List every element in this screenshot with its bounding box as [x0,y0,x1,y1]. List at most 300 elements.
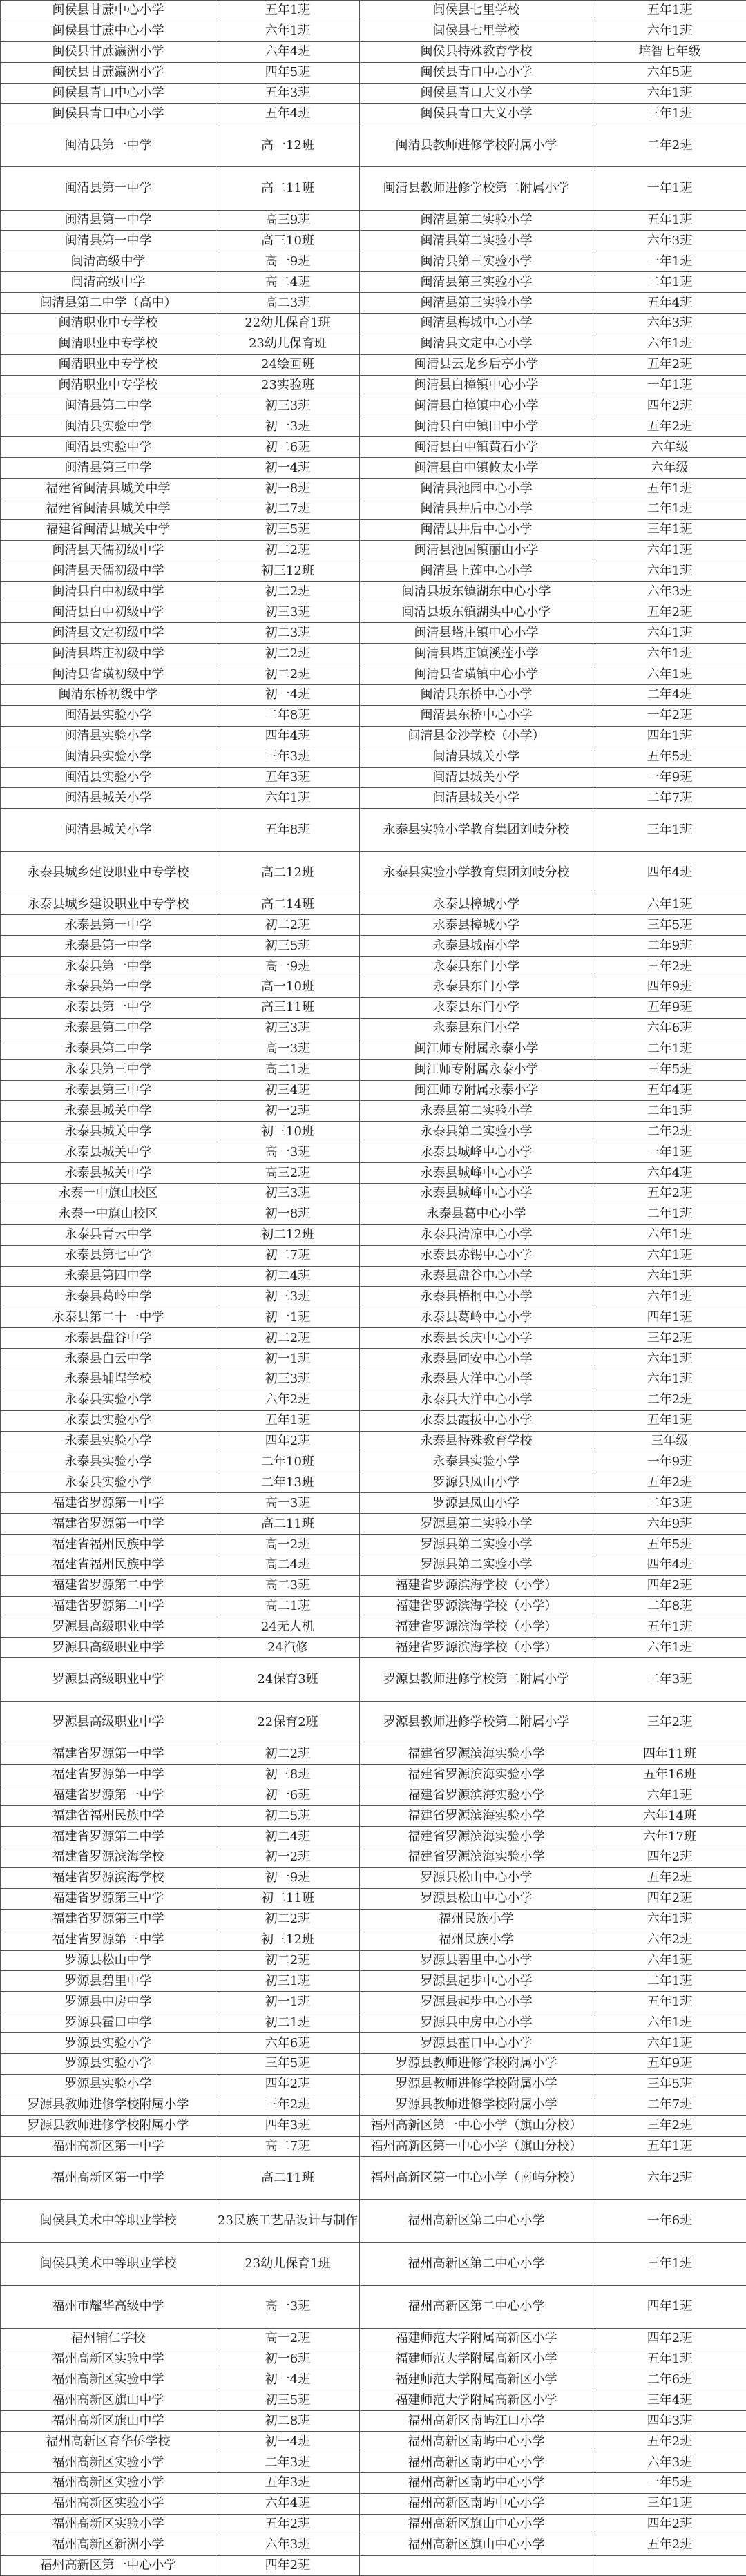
school-a-cell: 闽清县第一中学 [1,210,216,231]
class-b-cell: 四年1班 [593,1307,746,1328]
class-b-cell: 一年5班 [593,2472,746,2493]
class-b-cell: 二年1班 [593,1204,746,1224]
class-a-cell: 初三5班 [216,519,360,540]
class-a-cell: 五年3班 [216,83,360,104]
school-a-cell: 永泰县青云中学 [1,1224,216,1245]
school-b-cell: 福建省罗源滨海学校（小学） [360,1596,593,1617]
school-b-cell: 闽清县坂东镇湖东中心小学 [360,581,593,602]
table-row [1,1472,746,1493]
table-row [1,1287,746,1307]
class-a-cell: 初二12班 [216,1224,360,1245]
table-row [1,1555,746,1575]
school-a-cell: 闽清职业中专学校 [1,375,216,396]
class-b-cell: 一年6班 [593,2200,746,2242]
school-b-cell: 永泰县葛中心小学 [360,1204,593,1224]
school-a-cell: 闽清县塔庄初级中学 [1,644,216,664]
class-b-cell: 二年7班 [593,2095,746,2115]
class-b-cell: 五年1班 [593,1992,746,2012]
table-row [1,479,746,499]
table-row [1,1059,746,1080]
school-b-cell: 永泰县同安中心小学 [360,1349,593,1369]
class-b-cell: 六年1班 [593,1349,746,1369]
school-a-cell: 闽清高级中学 [1,272,216,293]
table-row [1,2452,746,2473]
class-b-cell: 五年2班 [593,2432,746,2452]
school-a-cell: 闽侯县甘蔗中心小学 [1,1,216,21]
class-b-cell: 一年1班 [593,167,746,210]
school-b-cell: 福州高新区南屿江口小学 [360,2411,593,2432]
class-a-cell: 初一8班 [216,479,360,499]
table-row [1,1867,746,1888]
class-b-cell: 六年1班 [593,664,746,685]
school-a-cell: 闽清县白中初级中学 [1,602,216,623]
school-a-cell: 永泰县埔埕学校 [1,1369,216,1390]
class-a-cell: 高一2班 [216,2328,360,2349]
class-a-cell: 四年2班 [216,2555,360,2576]
class-a-cell: 初三3班 [216,1183,360,1204]
class-b-cell: 六年2班 [593,1930,746,1950]
class-b-cell: 三年2班 [593,2115,746,2136]
school-b-cell: 罗源县第二实验小学 [360,1514,593,1535]
table-row [1,1080,746,1101]
class-b-cell: 一年1班 [593,1142,746,1163]
class-a-cell: 24保育3班 [216,1658,360,1701]
school-a-cell: 福建省福州民族中学 [1,1806,216,1827]
school-b-cell: 罗源县碧里中心小学 [360,1950,593,1971]
class-b-cell: 二年3班 [593,1658,746,1701]
class-a-cell: 初三5班 [216,936,360,957]
class-b-cell: 五年2班 [593,2535,746,2555]
class-a-cell: 高二11班 [216,1514,360,1535]
class-b-cell: 五年2班 [593,602,746,623]
table-row [1,2074,746,2095]
school-b-cell: 永泰县东门小学 [360,997,593,1018]
table-row [1,2349,746,2370]
school-b-cell: 闽清县井后中心小学 [360,519,593,540]
school-a-cell: 永泰一中旗山校区 [1,1183,216,1204]
school-a-cell: 福建省罗源第二中学 [1,1575,216,1596]
class-a-cell: 初二2班 [216,1909,360,1930]
class-b-cell: 六年1班 [593,1245,746,1266]
class-a-cell: 初二3班 [216,623,360,644]
class-a-cell: 初三1班 [216,1971,360,1992]
class-a-cell: 初一1班 [216,1992,360,2012]
table-row [1,1,746,21]
school-b-cell: 福州高新区第二中心小学 [360,2200,593,2242]
school-a-cell: 福建省罗源滨海学校 [1,1867,216,1888]
school-b-cell: 福建省罗源滨海实验小学 [360,1827,593,1847]
school-b-cell: 永泰县特殊教育学校 [360,1431,593,1452]
school-a-cell: 罗源县实验小学 [1,2053,216,2074]
class-b-cell: 五年1班 [593,479,746,499]
table-row [1,726,746,747]
school-a-cell: 福建省罗源第一中学 [1,1765,216,1785]
table-row [1,1410,746,1431]
class-a-cell: 六年1班 [216,21,360,41]
school-a-cell: 闽侯县青口中心小学 [1,104,216,124]
school-b-cell: 永泰县长庆中心小学 [360,1328,593,1349]
school-b-cell: 福州高新区第二中心小学 [360,2285,593,2328]
class-b-cell: 五年1班 [593,2349,746,2370]
school-b-cell: 闽侯县七里学校 [360,1,593,21]
class-b-cell: 三年1班 [593,809,746,852]
class-a-cell: 初一8班 [216,1204,360,1224]
school-a-cell: 永泰县白云中学 [1,1349,216,1369]
class-a-cell: 初三3班 [216,396,360,416]
class-b-cell: 五年2班 [593,354,746,375]
table-row [1,1266,746,1287]
table-row [1,1369,746,1390]
class-a-cell: 三年5班 [216,2053,360,2074]
class-a-cell: 24汽修 [216,1637,360,1658]
school-a-cell: 罗源县高级职业中学 [1,1617,216,1637]
school-b-cell: 永泰县东门小学 [360,1018,593,1039]
class-a-cell: 22保育2班 [216,1701,360,1744]
class-b-cell: 一年1班 [593,375,746,396]
school-a-cell: 罗源县松山中学 [1,1950,216,1971]
school-b-cell: 闽清县城关小学 [360,747,593,767]
school-b-cell: 福州高新区第二中心小学 [360,2242,593,2285]
class-b-cell: 四年9班 [593,977,746,998]
class-a-cell: 高一3班 [216,1493,360,1514]
school-b-cell: 闽清县坂东镇湖头中心小学 [360,602,593,623]
school-a-cell: 闽清县天儒初级中学 [1,561,216,581]
table-row [1,957,746,977]
table-row [1,1847,746,1868]
school-b-cell: 闽清县云龙乡后亭小学 [360,354,593,375]
class-a-cell: 高二3班 [216,1575,360,1596]
school-a-cell: 福州高新区旗山中学 [1,2390,216,2411]
class-b-cell: 三年2班 [593,957,746,977]
table-row [1,375,746,396]
school-a-cell: 闽侯县甘蔗瀛洲小学 [1,62,216,83]
school-b-cell: 闽清县第三实验小学 [360,251,593,272]
school-b-cell: 永泰县清凉中心小学 [360,1224,593,1245]
class-b-cell: 五年1班 [593,2136,746,2157]
school-b-cell: 福建师范大学附属高新区小学 [360,2328,593,2349]
class-b-cell: 三年2班 [593,1701,746,1744]
table-row [1,1930,746,1950]
class-b-cell: 六年3班 [593,231,746,251]
school-a-cell: 罗源县霍口中学 [1,2012,216,2033]
class-a-cell: 23实验班 [216,375,360,396]
table-row [1,1658,746,1701]
school-b-cell: 闽清县教师进修学校第二附属小学 [360,167,593,210]
school-b-cell: 福州高新区第一中心小学（南屿分校） [360,2157,593,2200]
school-a-cell: 福建省福州民族中学 [1,1535,216,1555]
class-b-cell: 六年1班 [593,1637,746,1658]
school-b-cell: 福建省罗源滨海实验小学 [360,1765,593,1785]
school-a-cell: 永泰县第一中学 [1,957,216,977]
school-b-cell: 福建省罗源滨海实验小学 [360,1847,593,1868]
table-row [1,2012,746,2033]
class-a-cell: 初二2班 [216,581,360,602]
class-b-cell: 四年4班 [593,852,746,894]
table-row [1,251,746,272]
school-b-cell: 闽清县金沙学校（小学） [360,726,593,747]
school-a-cell: 闽清县第一中学 [1,231,216,251]
school-b-cell: 闽清县塔庄镇溪莲小学 [360,644,593,664]
class-a-cell: 六年3班 [216,2535,360,2555]
table-body [1,1,746,2576]
school-a-cell: 福建省罗源第二中学 [1,1827,216,1847]
school-b-cell: 闽清县池园中心小学 [360,479,593,499]
table-row [1,293,746,314]
class-b-cell: 六年4班 [593,1163,746,1184]
school-a-cell: 永泰县城关中学 [1,1101,216,1122]
school-b-cell: 福州高新区南屿中心小学 [360,2493,593,2514]
table-row [1,644,746,664]
table-row [1,2033,746,2054]
table-row [1,747,746,767]
class-b-cell: 六年1班 [593,894,746,915]
table-row [1,1765,746,1785]
school-b-cell: 永泰县大洋中心小学 [360,1390,593,1410]
class-a-cell: 高二4班 [216,1555,360,1575]
class-b-cell: 四年2班 [593,2328,746,2349]
school-b-cell: 闽清县白中镇田中小学 [360,416,593,437]
table-row [1,767,746,788]
table-row [1,602,746,623]
table-row [1,705,746,726]
class-a-cell: 五年2班 [216,2514,360,2535]
school-a-cell: 闽清县第二中学（高中） [1,293,216,314]
table-row [1,664,746,685]
school-b-cell: 闽清县文定中心小学 [360,334,593,354]
table-row [1,2535,746,2555]
class-b-cell: 三年2班 [593,1328,746,1349]
school-a-cell: 闽清县白中初级中学 [1,581,216,602]
class-b-cell: 三年4班 [593,2390,746,2411]
class-a-cell: 初二2班 [216,1328,360,1349]
class-a-cell: 四年4班 [216,726,360,747]
class-b-cell: 五年9班 [593,2053,746,2074]
table-row [1,2555,746,2576]
table-row [1,1744,746,1765]
class-b-cell: 一年1班 [593,251,746,272]
school-b-cell: 闽侯县青口大义小学 [360,104,593,124]
school-b-cell: 罗源县起步中心小学 [360,1992,593,2012]
school-b-cell: 永泰县第二实验小学 [360,1101,593,1122]
school-b-cell: 闽清县第三实验小学 [360,293,593,314]
school-a-cell: 罗源县实验小学 [1,2074,216,2095]
school-b-cell: 福州高新区南屿中心小学 [360,2472,593,2493]
class-a-cell: 高一9班 [216,251,360,272]
school-a-cell: 罗源县高级职业中学 [1,1637,216,1658]
school-a-cell: 永泰县葛岭中学 [1,1287,216,1307]
school-a-cell: 福州高新区实验中学 [1,2349,216,2370]
school-b-cell: 福州高新区第一中心小学（旗山分校） [360,2115,593,2136]
school-b-cell: 福建省罗源滨海学校（小学） [360,1637,593,1658]
school-b-cell: 闽清县上莲中心小学 [360,561,593,581]
table-row [1,1307,746,1328]
class-a-cell: 六年4班 [216,2493,360,2514]
class-b-cell: 二年8班 [593,1596,746,1617]
school-a-cell: 闽清职业中专学校 [1,354,216,375]
table-row [1,623,746,644]
class-b-cell: 六年2班 [593,2157,746,2200]
school-a-cell: 永泰县第七中学 [1,1245,216,1266]
class-b-cell: 四年3班 [593,2411,746,2432]
class-a-cell: 初二7班 [216,499,360,519]
class-a-cell: 初二2班 [216,540,360,561]
class-b-cell: 培智七年级 [593,41,746,62]
class-b-cell: 四年11班 [593,1744,746,1765]
class-b-cell: 六年6班 [593,1018,746,1039]
school-a-cell: 福州高新区育华侨学校 [1,2432,216,2452]
class-a-cell: 初二2班 [216,1950,360,1971]
school-a-cell: 罗源县实验小学 [1,2033,216,2054]
class-b-cell: 二年9班 [593,936,746,957]
class-b-cell: 六年3班 [593,2452,746,2473]
school-a-cell: 闽清县城关小学 [1,809,216,852]
table-row [1,62,746,83]
table-row [1,2157,746,2200]
class-a-cell: 初二1班 [216,2012,360,2033]
class-a-cell: 高二12班 [216,852,360,894]
class-b-cell: 二年2班 [593,124,746,167]
school-b-cell: 福建省罗源滨海学校（小学） [360,1617,593,1637]
table-row [1,561,746,581]
table-row [1,2136,746,2157]
class-b-cell: 三年1班 [593,519,746,540]
school-a-cell: 永泰县第一中学 [1,936,216,957]
table-row [1,1909,746,1930]
class-b-cell: 二年7班 [593,788,746,809]
class-b-cell: 四年2班 [593,1575,746,1596]
school-a-cell: 永泰县城乡建设职业中专学校 [1,852,216,894]
school-a-cell: 永泰县城关中学 [1,1122,216,1142]
school-b-cell: 闽清县塔庄镇中心小学 [360,623,593,644]
school-a-cell: 福建省罗源第二中学 [1,1596,216,1617]
school-a-cell: 永泰县第三中学 [1,1059,216,1080]
school-a-cell: 永泰县实验小学 [1,1472,216,1493]
school-b-cell: 永泰县霞拔中心小学 [360,1410,593,1431]
table-row [1,124,746,167]
school-a-cell: 福建省闽清县城关中学 [1,519,216,540]
class-b-cell: 六年1班 [593,1287,746,1307]
school-a-cell: 福建省罗源第一中学 [1,1514,216,1535]
table-row [1,1701,746,1744]
table-row [1,1245,746,1266]
class-b-cell: 二年1班 [593,1971,746,1992]
table-row [1,1018,746,1039]
table-row [1,1596,746,1617]
table-row [1,354,746,375]
class-b-cell: 二年1班 [593,1101,746,1122]
class-b-cell: 四年2班 [593,396,746,416]
school-b-cell: 闽清县第三实验小学 [360,272,593,293]
class-a-cell: 五年8班 [216,809,360,852]
school-b-cell: 罗源县教师进修学校第二附属小学 [360,1701,593,1744]
class-b-cell: 一年9班 [593,767,746,788]
school-a-cell: 闽清职业中专学校 [1,313,216,334]
class-a-cell: 初二2班 [216,1744,360,1765]
school-a-cell: 罗源县高级职业中学 [1,1701,216,1744]
table-row [1,540,746,561]
class-a-cell: 23民族工艺品设计与制作 [216,2200,360,2242]
class-a-cell: 初二8班 [216,2411,360,2432]
school-b-cell: 罗源县教师进修学校第二附属小学 [360,1658,593,1701]
school-a-cell: 福州高新区实验小学 [1,2493,216,2514]
class-b-cell: 三年级 [593,1431,746,1452]
table-row [1,788,746,809]
school-b-cell: 罗源县第二实验小学 [360,1555,593,1575]
school-b-cell: 闽江师专附属永泰小学 [360,1059,593,1080]
class-a-cell: 六年2班 [216,1390,360,1410]
school-b-cell: 闽清县教师进修学校附属小学 [360,124,593,167]
class-a-cell: 23幼儿保育1班 [216,2242,360,2285]
table-row [1,1039,746,1059]
class-b-cell: 三年5班 [593,2074,746,2095]
school-b-cell: 罗源县起步中心小学 [360,1971,593,1992]
class-a-cell: 高一3班 [216,2285,360,2328]
school-b-cell: 闽侯县青口大义小学 [360,83,593,104]
school-a-cell: 福建省闽清县城关中学 [1,479,216,499]
class-a-cell: 初二2班 [216,915,360,936]
class-a-cell: 六年4班 [216,41,360,62]
class-a-cell: 24无人机 [216,1617,360,1637]
class-b-cell: 一年9班 [593,1452,746,1472]
school-b-cell: 闽清县第二实验小学 [360,210,593,231]
school-a-cell: 福州辅仁学校 [1,2328,216,2349]
school-b-cell: 永泰县实验小学教育集团刘岐分校 [360,852,593,894]
class-a-cell: 初一4班 [216,684,360,705]
school-b-cell: 闽侯县特殊教育学校 [360,41,593,62]
table-row [1,915,746,936]
table-row [1,2242,746,2285]
school-b-cell: 永泰县城峰中心小学 [360,1183,593,1204]
class-b-cell: 五年5班 [593,747,746,767]
school-b-cell: 福州高新区第一中心小学（旗山分校） [360,2136,593,2157]
table-row [1,997,746,1018]
school-a-cell: 福建省罗源第一中学 [1,1785,216,1806]
school-b-cell: 永泰县葛岭中心小学 [360,1307,593,1328]
table-row [1,2285,746,2328]
school-a-cell: 福建省罗源第一中学 [1,1744,216,1765]
table-row [1,1514,746,1535]
school-b-cell: 闽清县东桥中心小学 [360,684,593,705]
class-a-cell: 高一10班 [216,977,360,998]
class-a-cell: 五年1班 [216,1,360,21]
school-a-cell: 闽清县城关小学 [1,788,216,809]
class-b-cell: 一年2班 [593,705,746,726]
table-row [1,458,746,479]
class-b-cell: 五年1班 [593,1,746,21]
table-row [1,977,746,998]
class-a-cell: 二年13班 [216,1472,360,1493]
class-b-cell: 五年16班 [593,1765,746,1785]
table-row [1,2493,746,2514]
class-b-cell: 六年1班 [593,1785,746,1806]
class-b-cell: 六年1班 [593,83,746,104]
school-a-cell: 闽清东桥初级中学 [1,684,216,705]
class-b-cell: 六年1班 [593,1224,746,1245]
table-row [1,1575,746,1596]
school-a-cell: 闽清县实验小学 [1,705,216,726]
class-a-cell: 23幼儿保育班 [216,334,360,354]
school-b-cell: 福州高新区旗山中心小学 [360,2535,593,2555]
class-b-cell: 六年1班 [593,1369,746,1390]
school-b-cell: 闽江师专附属永泰小学 [360,1039,593,1059]
table-row [1,210,746,231]
class-a-cell: 高一3班 [216,1142,360,1163]
class-b-cell: 五年1班 [593,1410,746,1431]
school-b-cell: 闽清县白樟镇中心小学 [360,396,593,416]
class-a-cell: 六年6班 [216,2033,360,2054]
table-row [1,1390,746,1410]
class-a-cell: 三年3班 [216,747,360,767]
